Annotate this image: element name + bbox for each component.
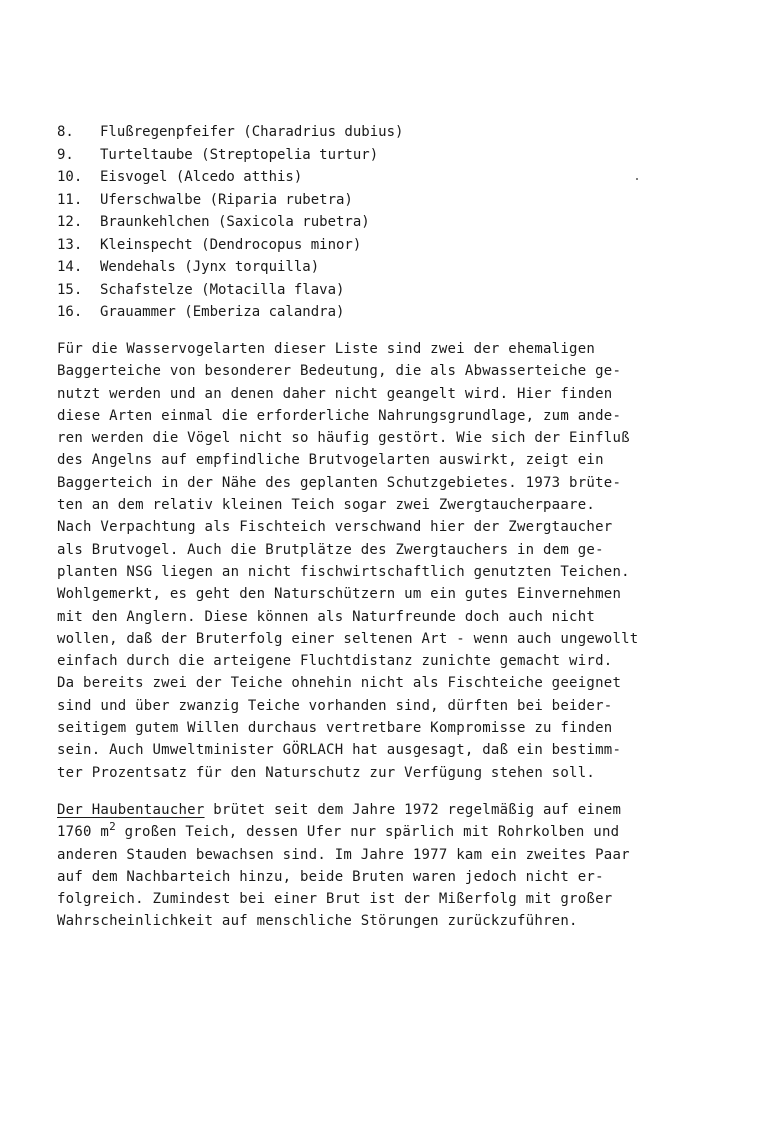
species-list <box>57 121 403 324</box>
list-item <box>57 279 403 302</box>
scan-speck <box>636 178 638 180</box>
superscript: 2 <box>109 820 116 834</box>
list-item <box>57 211 403 234</box>
list-item <box>57 166 403 189</box>
list-text: Eisvogel (Alcedo atthis) <box>100 169 303 185</box>
list-text: Wendehals (Jynx torquilla) <box>100 259 320 275</box>
text-line: ren werden die Vögel nicht so häufig gestört. Wie sich der Einfluß <box>57 430 630 447</box>
text-line: ten an dem relativ kleinen Teich sogar zwei Zwergtaucherpaare. <box>57 497 596 514</box>
text-line: Baggerteich in der Nähe des geplanten Schutzgebietes. 1973 brüte- <box>57 474 622 491</box>
list-number: 15. <box>57 281 83 298</box>
text-line: sind und über zwanzig Teiche vorhanden sind, dürften bei beider- <box>57 697 613 714</box>
text-line: ter Prozentsatz für den Naturschutz zur Verfügung stehen soll. <box>57 764 596 781</box>
list-text: Uferschwalbe (Riparia rubetra) <box>100 191 353 208</box>
text-line: Nach Verpachtung als Fischteich verschwand hier der Zwergtaucher <box>57 519 613 536</box>
list-text: Flußregenpfeifer (Charadrius dubius) <box>100 124 404 140</box>
text-line: einfach durch die arteigene Fluchtdistanz zunichte gemacht wird. <box>57 653 613 670</box>
list-item <box>57 144 403 167</box>
text-line: Für die Wasservogelarten dieser Liste sind zwei der ehemaligen <box>57 341 596 357</box>
text-line: nutzt werden und an denen daher nicht geangelt wird. Hier finden <box>57 385 613 402</box>
paragraph-waterbirds <box>57 338 647 784</box>
list-text: Braunkehlchen (Saxicola rubetra) <box>100 214 370 230</box>
list-item <box>57 189 403 212</box>
text-fragment: 1760 m <box>57 824 110 841</box>
text-line: seitigem gutem Willen durchaus vertretbare Kompromisse zu finden <box>57 720 613 737</box>
list-item <box>57 301 403 324</box>
text-line: auf dem Nachbarteich hinzu, beide Bruten waren jedoch nicht er- <box>57 868 604 885</box>
text-line: diese Arten einmal die erforderliche Nahrungsgrundlage, zum ande- <box>57 407 622 424</box>
list-number: 13. <box>57 236 83 253</box>
text-line: des Angelns auf empfindliche Brutvogelarten auswirkt, zeigt ein <box>57 452 604 469</box>
list-number: 9. <box>57 146 74 163</box>
list-text: Turteltaube (Streptopelia turtur) <box>100 146 379 163</box>
text-line <box>57 821 647 843</box>
text-line: mit den Anglern. Diese können als Naturfreunde doch auch nicht <box>57 608 596 625</box>
text-line: Baggerteiche von besonderer Bedeutung, die als Abwasserteiche ge- <box>57 363 622 380</box>
list-number: 10. <box>57 169 83 185</box>
section-heading: Der Haubentaucher <box>57 802 205 818</box>
list-number: 14. <box>57 259 83 275</box>
list-text: Grauammer (Emberiza calandra) <box>100 304 345 320</box>
text-line: planten NSG liegen an nicht fischwirtschaftlich genutzten Teichen. <box>57 563 630 580</box>
list-number: 12. <box>57 214 83 230</box>
list-item <box>57 234 403 257</box>
text-fragment: großen Teich, dessen Ufer nur spärlich mit Rohrkolben und <box>115 824 620 841</box>
list-text: Schafstelze (Motacilla flava) <box>100 281 345 298</box>
text-line: Wahrscheinlichkeit auf menschliche Störungen zurückzuführen. <box>57 913 578 930</box>
text-line: wollen, daß der Bruterfolg einer seltenen Art - wenn auch ungewollt <box>57 630 639 647</box>
text-line: sein. Auch Umweltminister GÖRLACH hat ausgesagt, daß ein bestimm- <box>57 742 622 759</box>
list-number: 8. <box>57 124 74 140</box>
list-number: 16. <box>57 304 83 320</box>
text-line: anderen Stauden bewachsen sind. Im Jahre 1977 kam ein zweites Paar <box>57 846 630 863</box>
list-text: Kleinspecht (Dendrocopus minor) <box>100 236 362 253</box>
text-fragment: brütet seit dem Jahre 1972 regelmäßig auf einem <box>204 802 622 818</box>
text-line: Da bereits zwei der Teiche ohnehin nicht als Fischteiche geeignet <box>57 675 622 692</box>
list-item <box>57 121 403 144</box>
text-line <box>57 799 647 821</box>
paragraph-haubentaucher <box>57 799 647 933</box>
list-number: 11. <box>57 191 83 208</box>
text-line: als Brutvogel. Auch die Brutplätze des Zwergtauchers in dem ge- <box>57 541 604 558</box>
text-line: folgreich. Zumindest bei einer Brut ist der Mißerfolg mit großer <box>57 891 613 908</box>
text-line: Wohlgemerkt, es geht den Naturschützern um ein gutes Einvernehmen <box>57 586 622 603</box>
list-item <box>57 256 403 279</box>
